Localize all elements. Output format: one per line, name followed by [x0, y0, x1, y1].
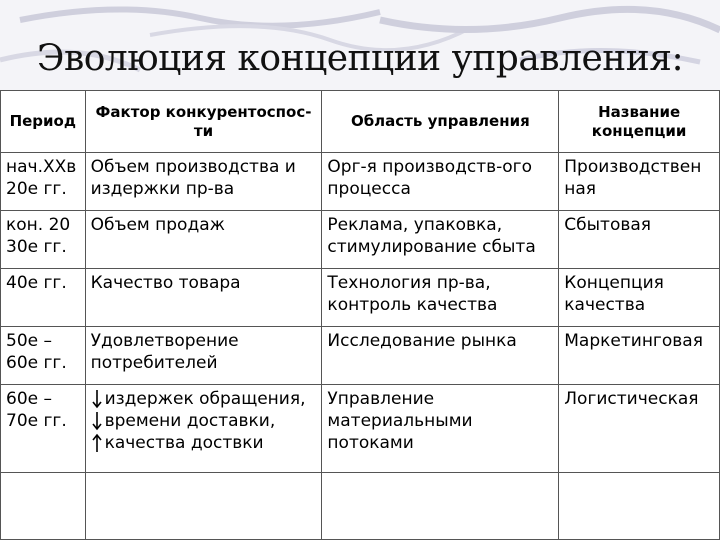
- cell-factor: Объем производства и издержки пр-ва: [85, 153, 322, 211]
- factor-line-text: издержек обращения,: [104, 389, 306, 409]
- cell-concept: Сбытовая: [559, 211, 720, 269]
- factor-line-text: качества доствки: [104, 433, 264, 453]
- header-factor: Фактор конкурентоспос-ти: [85, 91, 322, 153]
- arrow-down-icon: [91, 389, 103, 409]
- table-row: [1, 269, 720, 327]
- cell-area: Реклама, упаковка, стимулирование сбыта: [322, 211, 559, 269]
- cell-factor: [85, 385, 322, 473]
- table-row: [1, 327, 720, 385]
- header-concept: Название концепции: [559, 91, 720, 153]
- header-area: Область управления: [322, 91, 559, 153]
- cell-area: Исследование рынка: [322, 327, 559, 385]
- cell-period: 40е гг.: [1, 269, 86, 327]
- concept-evolution-table: [0, 90, 720, 540]
- factor-line: [91, 432, 317, 454]
- factor-line-text: времени доставки,: [104, 411, 276, 431]
- cell-period: 60е – 70е гг.: [1, 385, 86, 473]
- factor-line: [91, 410, 317, 432]
- cell-area: Управление материальными потоками: [322, 385, 559, 473]
- arrow-down-icon: [91, 411, 103, 431]
- arrow-up-icon: [91, 433, 103, 453]
- slide-title: Эволюция концепции управления:: [36, 38, 684, 79]
- cell-concept: Логистическая: [559, 385, 720, 473]
- cell-area: Орг-я производств-ого процесса: [322, 153, 559, 211]
- table-header-row: [1, 91, 720, 153]
- cell-factor: Качество товара: [85, 269, 322, 327]
- header-period: Период: [1, 91, 86, 153]
- table-row: [1, 211, 720, 269]
- table-row: [1, 153, 720, 211]
- cell-concept: [559, 473, 720, 540]
- cell-period: [1, 473, 86, 540]
- cell-concept: Производствен ная: [559, 153, 720, 211]
- table-row-empty: [1, 473, 720, 540]
- cell-period: кон. 20 30е гг.: [1, 211, 86, 269]
- cell-factor: Объем продаж: [85, 211, 322, 269]
- cell-area: Технология пр-ва, контроль качества: [322, 269, 559, 327]
- cell-area: [322, 473, 559, 540]
- cell-factor: Удовлетворение потребителей: [85, 327, 322, 385]
- cell-factor: [85, 473, 322, 540]
- cell-concept: Маркетинговая: [559, 327, 720, 385]
- cell-concept: Концепция качества: [559, 269, 720, 327]
- table-row: [1, 385, 720, 473]
- cell-period: нач.XXв 20е гг.: [1, 153, 86, 211]
- factor-line: [91, 388, 317, 410]
- cell-period: 50е – 60е гг.: [1, 327, 86, 385]
